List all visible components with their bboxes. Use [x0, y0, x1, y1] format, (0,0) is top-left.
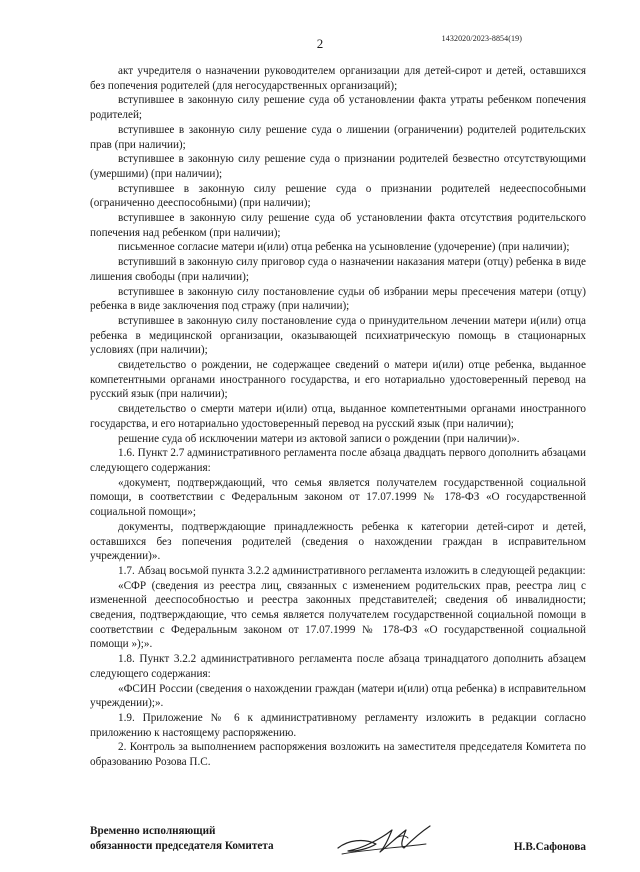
signer-title-line: обязанности председателя Комитета	[90, 839, 274, 852]
paragraph: вступившее в законную силу постановление суда о принудительном лечении матери и(или) отца ребенка в медицинской организации, оказывающей психиатрическую помощь в стационарных условиях (при наличии);	[90, 314, 586, 357]
signer-name: Н.В.Сафонова	[513, 841, 586, 853]
paragraph: свидетельство о рождении, не содержащее сведений о матери и(или) отце ребенка, выданное компетентными органами иностранного государства, и его нотариально удостоверенный перевод на русский язык (при наличии);	[90, 359, 586, 401]
paragraph: вступившее в законную силу решение суда об установлении факта отсутствия родительского попечения над ребенком (при наличии);	[90, 212, 586, 239]
paragraph: вступившее в законную силу постановление судьи об избрании меры пресечения матери (отцу) ребенка в виде заключения под стражу (при наличии);	[90, 285, 586, 313]
signer-title-line: Временно исполняющий	[90, 825, 216, 837]
paragraph: письменное согласие матери и(или) отца ребенка на усыновление (удочерение) (при наличии);	[118, 241, 570, 254]
paragraph: вступившее в законную силу решение суда о лишении (ограничении) родителей родительских прав (при наличии);	[90, 123, 586, 151]
signature-block	[90, 824, 586, 864]
handwritten-signature-icon	[334, 818, 434, 862]
paragraph: решение суда об исключении матери из актовой записи о рождении (при наличии)».	[118, 432, 520, 445]
paragraph: «СФР (сведения из реестра лиц, связанных с изменением родительских прав, реестра лиц с измененной дееспособностью и реестра законных представителей; сведения об инвалидности; сведения, подтверждающие, что семья является получателем государственной социальной помощи в соответствии с Федеральным законом от 17.07.1999 № 178-ФЗ «О государственной социальной помощи »);».	[90, 579, 586, 651]
document-number: 1432020/2023-8854(19)	[441, 34, 522, 43]
paragraph: 1.6. Пункт 2.7 административного регламента после абзаца двадцать первого дополнить абзацами следующего содержания:	[90, 447, 586, 474]
paragraph: «ФСИН России (сведения о нахождении граждан (матери и(или) отца ребенка) в исправительном учреждении);».	[90, 682, 586, 710]
paragraph: вступившее в законную силу решение суда о признании родителей недееспособными (ограниченно дееспособными) (при наличии);	[90, 182, 586, 210]
paragraph: 1.9. Приложение № 6 к административному регламенту изложить в редакции согласно приложению к настоящему распоряжению.	[90, 711, 586, 739]
document-body	[90, 64, 586, 770]
paragraph: вступивший в законную силу приговор суда о назначении наказания матери (отцу) ребенка в виде лишения свободы (при наличии);	[90, 256, 586, 283]
paragraph: акт учредителя о назначении руководителем организации для детей-сирот и детей, оставшихся без попечения родителей (для негосударственных организаций);	[90, 65, 586, 92]
paragraph: вступившее в законную силу решение суда о признании родителей безвестно отсутствующими (умершими) (при наличии);	[90, 153, 586, 180]
paragraph: документы, подтверждающие принадлежность ребенка к категории детей-сирот и детей, оставшихся без попечения родителей (сведения о нахождении граждан в исправительном учреждении)».	[90, 520, 586, 563]
signer-title	[90, 824, 274, 853]
paragraph: «документ, подтверждающий, что семья является получателем государственной социальной помощи, в соответствии с Федеральным законом от 17.07.1999 № 178-ФЗ «О государственной социальной помощи»;	[90, 476, 586, 519]
paragraph: вступившее в законную силу решение суда об установлении факта утраты ребенком попечения родителей;	[90, 94, 586, 122]
paragraph: свидетельство о смерти матери и(или) отца, выданное компетентными органами иностранного государства, и его нотариально удостоверенный перевод на русский язык (при наличии);	[90, 403, 586, 430]
page-number: 2	[316, 36, 324, 51]
paragraph: 1.8. Пункт 3.2.2 административного регламента после абзаца тринадцатого дополнить абзацем следующего содержания:	[90, 653, 586, 680]
paragraph: 1.7. Абзац восьмой пункта 3.2.2 административного регламента изложить в следующей редакции:	[118, 564, 586, 577]
paragraph: 2. Контроль за выполнением распоряжения возложить на заместителя председателя Комитета по образованию Розова П.С.	[90, 741, 586, 769]
